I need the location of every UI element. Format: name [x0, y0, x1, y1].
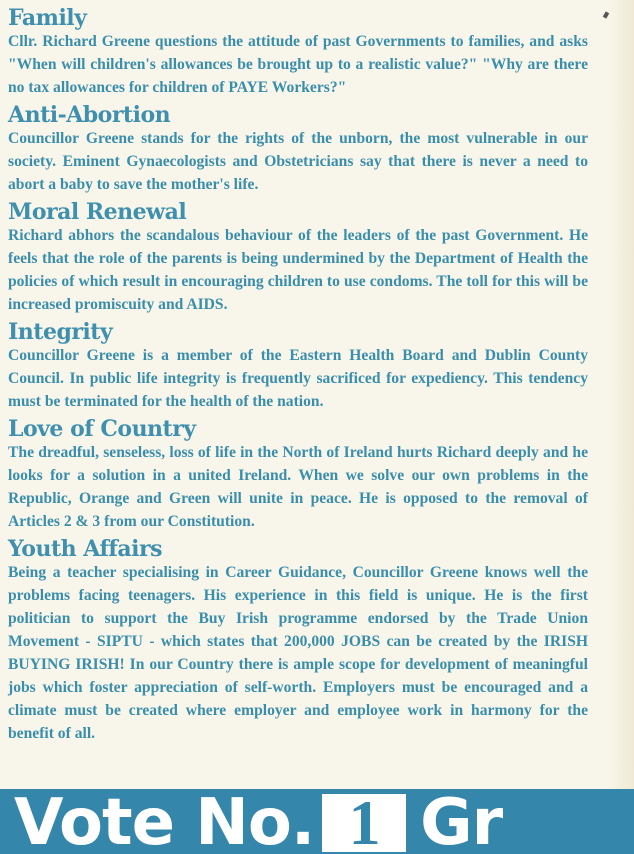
banner-prefix: Vote No. [14, 789, 315, 854]
leaflet-content [8, 4, 588, 749]
section-body: The dreadful, senseless, loss of life in the North of Ireland hurts Richard deeply and he looks for a solution in a united Ireland. When we solve our own problems in the Republic, Orange and Green will unite in peace. He is opposed to the removal of Articles 2 & 3 from our Constitution. [8, 444, 588, 530]
section-youth-affairs [8, 537, 588, 745]
banner-suffix: Gr [420, 789, 503, 854]
section-body: Councillor Greene stands for the rights of the unborn, the most vulnerable in our society. Eminent Gynaecologists and Obstetricians say that there is never a need to abort a baby to save the mother's life. [8, 130, 588, 193]
section-family [8, 6, 588, 99]
section-heading: Youth Affairs [8, 536, 162, 562]
section-heading: Anti-Abortion [8, 102, 171, 128]
section-body: Cllr. Richard Greene questions the attitude of past Governments to families, and asks "When will children's allowances be brought up to a realistic value?" "Why are there no tax allowances for children of PAYE Workers?" [8, 33, 588, 96]
section-body: Richard abhors the scandalous behaviour of the leaders of the past Government. He feels that the role of the parents is being undermined by the Department of Health the policies of which result in encouraging children to use condoms. The toll for this will be increased promiscuity and AIDS. [8, 227, 588, 313]
section-heading: Moral Renewal [8, 199, 187, 225]
vote-banner [0, 789, 634, 854]
section-integrity [8, 320, 588, 413]
vote-number-box: 1 [322, 794, 406, 852]
section-body: Councillor Greene is a member of the Eastern Health Board and Dublin County Council. In public life integrity is frequently sacrificed for expediency. This tendency must be terminated for the health of the nation. [8, 347, 588, 410]
banner-text [14, 789, 502, 854]
section-anti-abortion [8, 103, 588, 196]
section-love-of-country [8, 417, 588, 533]
section-heading: Love of Country [8, 416, 196, 442]
section-heading: Family [8, 5, 87, 31]
section-moral-renewal [8, 200, 588, 316]
paper-edge [608, 0, 634, 854]
section-heading: Integrity [8, 319, 113, 345]
section-body: Being a teacher specialising in Career Guidance, Councillor Greene knows well the problems facing teenagers. His experience in this field is unique. He is the first politician to support the Buy Irish programme endorsed by the Trade Union Movement - SIPTU - which states that 200,000 JOBS can be created by the IRISH BUYING IRISH! In our Country there is ample scope for development of meaningful jobs which foster appreciation of self-worth. Employers must be encouraged and a climate must be created where employer and employee work in harmony for the benefit of all. [8, 564, 588, 742]
